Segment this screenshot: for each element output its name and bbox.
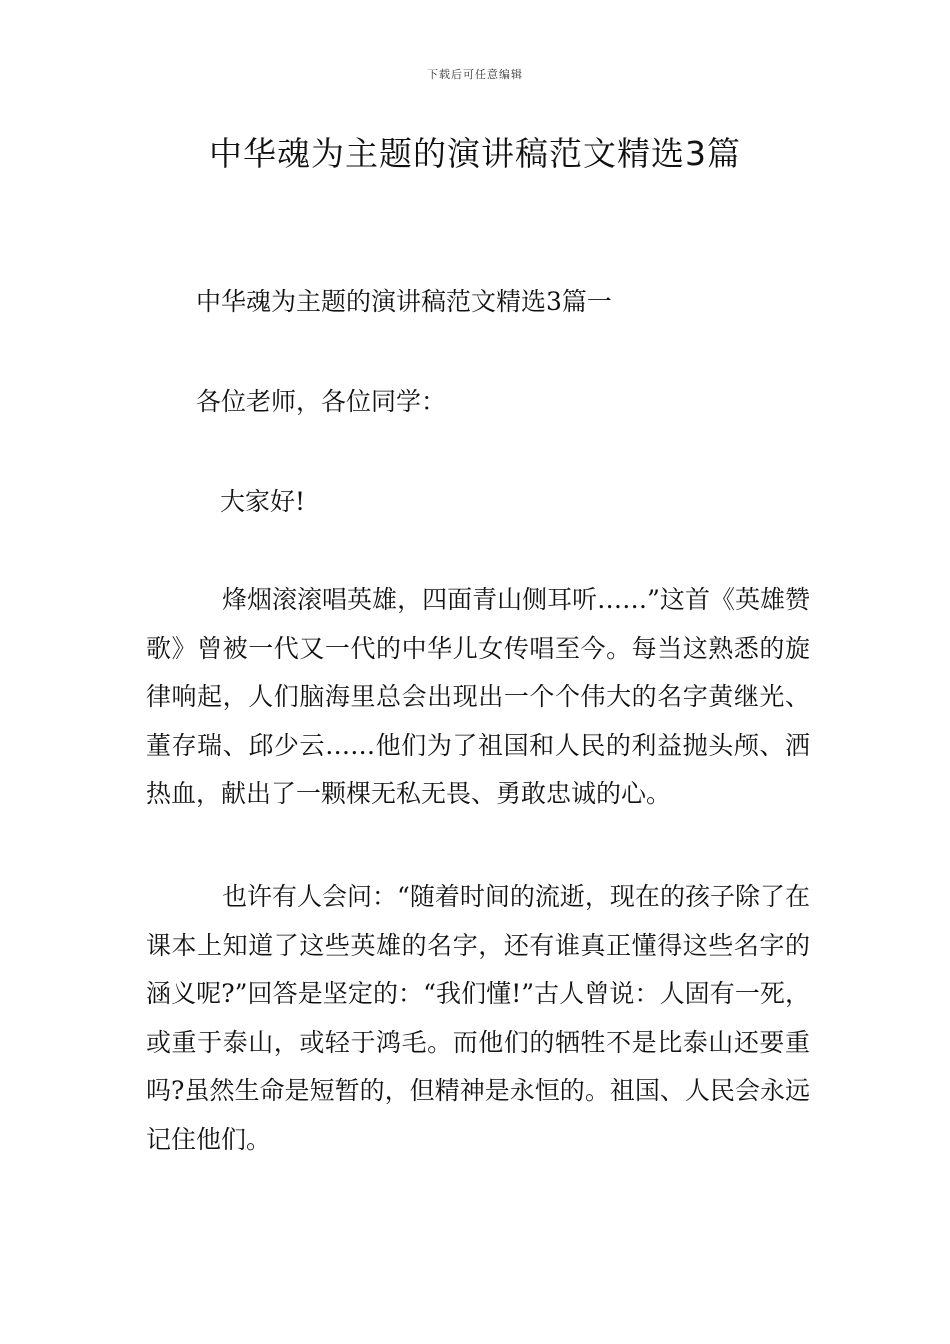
header-note: 下载后可任意编辑 bbox=[427, 68, 523, 81]
salutation: 各位老师，各位同学： bbox=[196, 387, 447, 416]
greeting: 大家好! bbox=[220, 487, 306, 516]
body-paragraph: 烽烟滚滚唱英雄，四面青山侧耳听……”这首《英雄赞歌》曾被一代又一代的中华儿女传唱至今。每当这熟悉的旋律响起，人们脑海里总会出现出一个个伟大的名字黄继光、董存瑞、邱少云……他们为了祖国和人民的利益抛头颅、洒热血，献出了一颗棵无私无畏、勇敢忠诚的心。 bbox=[146, 585, 810, 808]
section-subtitle: 中华魂为主题的演讲稿范文精选3篇一 bbox=[196, 287, 612, 316]
body-paragraph: 也许有人会问：“随着时间的流逝，现在的孩子除了在课本上知道了这些英雄的名字，还有谁真正懂得这些名字的涵义呢?”回答是坚定的：“我们懂!”古人曾说：人固有一死，或重于泰山，或轻于鸿毛。而他们的牺牲不是比泰山还要重吗?虽然生命是短暂的，但精神是永恒的。祖国、人民会永远记住他们。 bbox=[146, 882, 810, 1154]
document-title: 中华魂为主题的演讲稿范文精选3篇 bbox=[209, 134, 741, 173]
